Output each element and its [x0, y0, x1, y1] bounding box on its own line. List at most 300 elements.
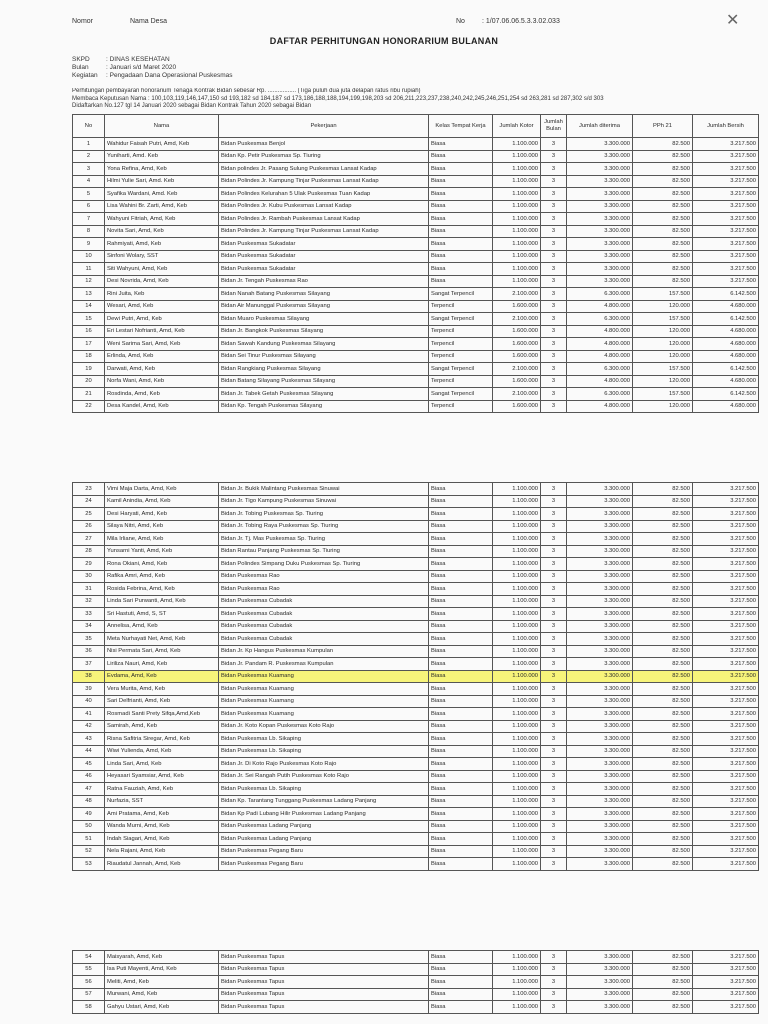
cell-nama: Syafika Wardani, Amd. Keb — [105, 188, 219, 201]
cell-kelas: Biasa — [429, 163, 493, 176]
cell-jumlah-bulan: 3 — [541, 695, 567, 708]
cell-no: 35 — [73, 633, 105, 646]
cell-nama: Wesari, Amd, Keb — [105, 300, 219, 313]
table-row — [73, 695, 759, 708]
cell-nama: Nurfazia, SST — [105, 795, 219, 808]
cell-jumlah-bersih: 4.680.000 — [693, 325, 759, 338]
cell-jumlah-bulan: 3 — [541, 138, 567, 151]
cell-pekerjaan: Bidan Puskesmas Ladang Panjang — [219, 820, 429, 833]
cell-jumlah-bersih: 3.217.500 — [693, 745, 759, 758]
cell-jumlah-diterima: 4.800.000 — [567, 350, 633, 363]
cell-nama: Annelisa, Amd, Keb — [105, 620, 219, 633]
cell-jumlah-bersih: 3.217.500 — [693, 263, 759, 276]
col-jumlah-kotor: Jumlah Kotor — [493, 115, 541, 138]
cell-nama: Novita Sari, Amd, Keb — [105, 225, 219, 238]
cell-jumlah-bersih: 3.217.500 — [693, 976, 759, 989]
cell-no: 58 — [73, 1001, 105, 1014]
cell-no: 20 — [73, 375, 105, 388]
cell-pekerjaan: Bidan Puskesmas Cubadak — [219, 633, 429, 646]
cell-no: 11 — [73, 263, 105, 276]
cell-jumlah-bulan: 3 — [541, 275, 567, 288]
cell-nama: Mila Irliane, Amd, Keb — [105, 533, 219, 546]
cell-pph: 82.500 — [633, 225, 693, 238]
cell-pekerjaan: Bidan Polindes Simpang Duku Puskesmas Sp. Tiuring — [219, 558, 429, 571]
table-row — [73, 570, 759, 583]
cell-jumlah-kotor: 1.100.000 — [493, 770, 541, 783]
cell-jumlah-diterima: 3.300.000 — [567, 495, 633, 508]
cell-jumlah-bersih: 3.217.500 — [693, 545, 759, 558]
cell-no: 27 — [73, 533, 105, 546]
cell-no: 54 — [73, 951, 105, 964]
cell-jumlah-bersih: 3.217.500 — [693, 483, 759, 496]
cell-pph: 82.500 — [633, 963, 693, 976]
cell-jumlah-kotor: 1.100.000 — [493, 620, 541, 633]
cell-pekerjaan: Bidan Jr. Tobing Raya Puskesmas Sp. Tiuring — [219, 520, 429, 533]
cell-no: 18 — [73, 350, 105, 363]
cell-kelas: Biasa — [429, 720, 493, 733]
cell-jumlah-diterima: 3.300.000 — [567, 225, 633, 238]
cell-no: 43 — [73, 733, 105, 746]
cell-pekerjaan: Bidan Rangkiang Puskesmas Silayang — [219, 363, 429, 376]
cell-kelas: Biasa — [429, 645, 493, 658]
cell-no: 4 — [73, 175, 105, 188]
cell-jumlah-bulan: 3 — [541, 520, 567, 533]
cell-no: 31 — [73, 583, 105, 596]
cell-jumlah-bersih: 3.217.500 — [693, 645, 759, 658]
cell-pph: 82.500 — [633, 976, 693, 989]
cell-jumlah-bersih: 3.217.500 — [693, 795, 759, 808]
table-row — [73, 658, 759, 671]
cell-jumlah-bulan: 3 — [541, 188, 567, 201]
cell-jumlah-bersih: 3.217.500 — [693, 683, 759, 696]
cell-jumlah-bersih: 3.217.500 — [693, 658, 759, 671]
cell-jumlah-kotor: 1.100.000 — [493, 708, 541, 721]
cell-jumlah-bersih: 3.217.500 — [693, 670, 759, 683]
cell-pph: 82.500 — [633, 820, 693, 833]
cell-no: 33 — [73, 608, 105, 621]
cell-jumlah-diterima: 3.300.000 — [567, 533, 633, 546]
cell-jumlah-kotor: 1.100.000 — [493, 658, 541, 671]
cell-jumlah-bersih: 6.142.500 — [693, 388, 759, 401]
cell-pph: 82.500 — [633, 263, 693, 276]
table-row — [73, 325, 759, 338]
cell-nama: Erlinda, Amd, Keb — [105, 350, 219, 363]
cell-jumlah-kotor: 1.100.000 — [493, 795, 541, 808]
cell-pekerjaan: Bidan Rantau Panjang Puskesmas Sp. Tiuring — [219, 545, 429, 558]
cell-jumlah-kotor: 1.100.000 — [493, 820, 541, 833]
cell-jumlah-diterima: 3.300.000 — [567, 483, 633, 496]
cell-no: 15 — [73, 313, 105, 326]
cell-jumlah-bersih: 3.217.500 — [693, 163, 759, 176]
cell-kelas: Terpencil — [429, 325, 493, 338]
cell-nama: Samirah, Amd, Keb — [105, 720, 219, 733]
cell-kelas: Biasa — [429, 570, 493, 583]
cell-jumlah-diterima: 3.300.000 — [567, 263, 633, 276]
cell-no: 1 — [73, 138, 105, 151]
cell-pph: 82.500 — [633, 150, 693, 163]
cell-pph: 82.500 — [633, 733, 693, 746]
cell-jumlah-kotor: 1.100.000 — [493, 250, 541, 263]
cell-jumlah-kotor: 1.100.000 — [493, 758, 541, 771]
cell-nama: Yunsarni Yanti, Amd, Keb — [105, 545, 219, 558]
cell-jumlah-bersih: 3.217.500 — [693, 250, 759, 263]
cell-jumlah-kotor: 1.100.000 — [493, 988, 541, 1001]
cell-jumlah-bersih: 3.217.500 — [693, 138, 759, 151]
cell-kelas: Terpencil — [429, 338, 493, 351]
cell-jumlah-bersih: 3.217.500 — [693, 558, 759, 571]
cell-kelas: Biasa — [429, 858, 493, 871]
table-row — [73, 758, 759, 771]
cell-jumlah-bersih: 4.680.000 — [693, 350, 759, 363]
cell-nama: Vimi Maja Darta, Amd, Keb — [105, 483, 219, 496]
cell-pph: 82.500 — [633, 988, 693, 1001]
cell-jumlah-bersih: 3.217.500 — [693, 520, 759, 533]
cell-jumlah-bersih: 3.217.500 — [693, 608, 759, 621]
cell-kelas: Terpencil — [429, 300, 493, 313]
cell-jumlah-diterima: 3.300.000 — [567, 1001, 633, 1014]
cell-pekerjaan: Bidan Puskesmas Kuamang — [219, 683, 429, 696]
cell-jumlah-bersih: 4.680.000 — [693, 375, 759, 388]
cell-jumlah-bersih: 3.217.500 — [693, 951, 759, 964]
cell-no: 22 — [73, 400, 105, 413]
cell-jumlah-bulan: 3 — [541, 608, 567, 621]
cell-jumlah-kotor: 1.100.000 — [493, 783, 541, 796]
col-pekerjaan: Pekerjaan — [219, 115, 429, 138]
table-row — [73, 645, 759, 658]
cell-pekerjaan: Bidan Jr. Koto Kopan Puskesmas Koto Rajo — [219, 720, 429, 733]
cell-pekerjaan: Bidan Puskesmas Benjol — [219, 138, 429, 151]
cell-kelas: Terpencil — [429, 375, 493, 388]
cell-jumlah-bulan: 3 — [541, 338, 567, 351]
cell-nama: Liriliza Nauri, Amd, Keb — [105, 658, 219, 671]
cell-jumlah-kotor: 1.100.000 — [493, 808, 541, 821]
meta-row: SKPD : DINAS KESEHATAN — [72, 56, 170, 63]
cell-pph: 82.500 — [633, 595, 693, 608]
cell-pph: 82.500 — [633, 620, 693, 633]
cell-nama: Risna Safitria Siregar, Amd, Keb — [105, 733, 219, 746]
cell-kelas: Biasa — [429, 583, 493, 596]
cell-pekerjaan: Bidan Jr. Tobing Puskesmas Sp. Tiuring — [219, 508, 429, 521]
table-header-row — [73, 115, 759, 138]
cell-nama: Desi Novrida, Amd, Keb — [105, 275, 219, 288]
cell-jumlah-bulan: 3 — [541, 708, 567, 721]
cell-jumlah-bulan: 3 — [541, 150, 567, 163]
cell-pph: 82.500 — [633, 695, 693, 708]
cell-jumlah-bersih: 3.217.500 — [693, 695, 759, 708]
cell-jumlah-bersih: 3.217.500 — [693, 833, 759, 846]
cell-jumlah-bersih: 3.217.500 — [693, 150, 759, 163]
cell-nama: Sinfoni Wolary, SST — [105, 250, 219, 263]
cell-pekerjaan: Bidan Puskesmas Tapus — [219, 976, 429, 989]
cell-jumlah-diterima: 3.300.000 — [567, 213, 633, 226]
table-row — [73, 225, 759, 238]
cell-no: 13 — [73, 288, 105, 301]
cell-no: 47 — [73, 783, 105, 796]
cell-pph: 82.500 — [633, 495, 693, 508]
cell-jumlah-bulan: 3 — [541, 533, 567, 546]
cell-pph: 82.500 — [633, 238, 693, 251]
cell-jumlah-bersih: 3.217.500 — [693, 583, 759, 596]
cell-jumlah-kotor: 1.100.000 — [493, 833, 541, 846]
cell-kelas: Terpencil — [429, 350, 493, 363]
cell-jumlah-diterima: 3.300.000 — [567, 783, 633, 796]
cell-pph: 82.500 — [633, 483, 693, 496]
table-row — [73, 213, 759, 226]
cell-jumlah-bulan: 3 — [541, 213, 567, 226]
table-row — [73, 150, 759, 163]
cell-jumlah-diterima: 4.800.000 — [567, 400, 633, 413]
cell-jumlah-bersih: 6.142.500 — [693, 363, 759, 376]
cell-jumlah-kotor: 1.600.000 — [493, 400, 541, 413]
cell-pph: 82.500 — [633, 545, 693, 558]
cell-pekerjaan: Bidan Jr. Tengah Puskesmas Rao — [219, 275, 429, 288]
cell-kelas: Biasa — [429, 620, 493, 633]
table-row — [73, 288, 759, 301]
cell-nama: Nela Rajani, Amd, Keb — [105, 845, 219, 858]
cell-no: 36 — [73, 645, 105, 658]
cell-jumlah-bulan: 3 — [541, 375, 567, 388]
col-jumlah-bulan: Jumlah Bulan — [541, 115, 567, 138]
cell-no: 44 — [73, 745, 105, 758]
cell-jumlah-kotor: 1.100.000 — [493, 545, 541, 558]
cell-jumlah-bulan: 3 — [541, 483, 567, 496]
table-row — [73, 620, 759, 633]
cell-jumlah-kotor: 1.100.000 — [493, 583, 541, 596]
cell-pph: 82.500 — [633, 770, 693, 783]
cell-jumlah-diterima: 3.300.000 — [567, 758, 633, 771]
cell-jumlah-diterima: 3.300.000 — [567, 963, 633, 976]
cell-pph: 82.500 — [633, 808, 693, 821]
cell-kelas: Biasa — [429, 608, 493, 621]
cell-no: 39 — [73, 683, 105, 696]
cell-pekerjaan: Bidan Air Manunggal Puskesmas Silayang — [219, 300, 429, 313]
cell-jumlah-kotor: 1.100.000 — [493, 275, 541, 288]
cell-jumlah-diterima: 3.300.000 — [567, 708, 633, 721]
cell-jumlah-bulan: 3 — [541, 225, 567, 238]
cell-pph: 82.500 — [633, 858, 693, 871]
cell-jumlah-diterima: 3.300.000 — [567, 733, 633, 746]
cell-jumlah-kotor: 1.100.000 — [493, 238, 541, 251]
cell-kelas: Biasa — [429, 695, 493, 708]
cell-no: 3 — [73, 163, 105, 176]
cell-jumlah-bulan: 3 — [541, 758, 567, 771]
cell-nama: Indah Siagari, Amd, Keb — [105, 833, 219, 846]
cell-jumlah-bulan: 3 — [541, 300, 567, 313]
cell-pph: 82.500 — [633, 188, 693, 201]
cell-nama: Meliti, Amd, Keb — [105, 976, 219, 989]
table-row — [73, 733, 759, 746]
cell-nama: Siti Wahyuni, Amd, Keb — [105, 263, 219, 276]
cell-jumlah-diterima: 3.300.000 — [567, 976, 633, 989]
cell-pekerjaan: Bidan Kp. Petir Puskesmas Sp. Tiuring — [219, 150, 429, 163]
cell-nama: Ratna Fauziah, Amd, Keb — [105, 783, 219, 796]
cell-kelas: Biasa — [429, 988, 493, 1001]
cell-jumlah-bersih: 3.217.500 — [693, 533, 759, 546]
table-row — [73, 175, 759, 188]
honorarium-table-page-2 — [72, 482, 759, 871]
cell-pph: 82.500 — [633, 645, 693, 658]
cell-jumlah-diterima: 4.800.000 — [567, 338, 633, 351]
cell-jumlah-diterima: 3.300.000 — [567, 275, 633, 288]
cell-jumlah-kotor: 1.100.000 — [493, 670, 541, 683]
cell-jumlah-kotor: 1.600.000 — [493, 325, 541, 338]
cell-pph: 82.500 — [633, 138, 693, 151]
cell-kelas: Biasa — [429, 545, 493, 558]
cell-pekerjaan: Bidan Puskesmas Cubadak — [219, 595, 429, 608]
cell-pekerjaan: Bidan Jr. Sei Rangah Putih Puskesmas Koto Rajo — [219, 770, 429, 783]
meta-row: Bulan : Januari s/d Maret 2020 — [72, 64, 177, 71]
cell-kelas: Biasa — [429, 213, 493, 226]
col-no: No — [73, 115, 105, 138]
cell-kelas: Biasa — [429, 683, 493, 696]
cell-jumlah-bersih: 3.217.500 — [693, 808, 759, 821]
cell-nama: Desa Kandel, Amd, Keb — [105, 400, 219, 413]
cell-no: 6 — [73, 200, 105, 213]
cell-jumlah-diterima: 3.300.000 — [567, 595, 633, 608]
cell-jumlah-bulan: 3 — [541, 733, 567, 746]
cell-no: 55 — [73, 963, 105, 976]
honorarium-table-page-1 — [72, 114, 759, 413]
cell-jumlah-kotor: 1.100.000 — [493, 570, 541, 583]
cell-jumlah-bulan: 3 — [541, 200, 567, 213]
cell-jumlah-bersih: 3.217.500 — [693, 633, 759, 646]
cell-no: 10 — [73, 250, 105, 263]
cell-pekerjaan: Bidan Puskesmas Sukadatar — [219, 263, 429, 276]
cell-pekerjaan: Bidan Puskesmas Pegang Baru — [219, 858, 429, 871]
cell-jumlah-diterima: 3.300.000 — [567, 770, 633, 783]
page-title: DAFTAR PERHITUNGAN HONORARIUM BULANAN — [269, 36, 499, 46]
table-row — [73, 988, 759, 1001]
cell-pekerjaan: Bidan Kp. Tengah Puskesmas Silayang — [219, 400, 429, 413]
cell-jumlah-diterima: 3.300.000 — [567, 670, 633, 683]
cell-nama: Linda Sari Purwanti, Amd, Keb — [105, 595, 219, 608]
cell-nama: Yona Refina, Amd, Keb — [105, 163, 219, 176]
table-row — [73, 608, 759, 621]
cell-nama: Rosida Febrina, Amd, Keb — [105, 583, 219, 596]
cell-pekerjaan: Bidan Polindes Jr. Kampung Tinjar Puskesmas Lansat Kadap — [219, 225, 429, 238]
table-row — [73, 683, 759, 696]
cell-jumlah-kotor: 1.100.000 — [493, 520, 541, 533]
cell-no: 49 — [73, 808, 105, 821]
cell-no: 56 — [73, 976, 105, 989]
cell-jumlah-bulan: 3 — [541, 388, 567, 401]
cell-kelas: Biasa — [429, 976, 493, 989]
cell-kelas: Biasa — [429, 795, 493, 808]
cell-nama: Darwati, Amd, Keb — [105, 363, 219, 376]
cell-pekerjaan: Bidan Jr. Di Koto Rajo Puskesmas Koto Rajo — [219, 758, 429, 771]
cell-jumlah-kotor: 1.100.000 — [493, 595, 541, 608]
cell-jumlah-bulan: 3 — [541, 263, 567, 276]
cell-no: 29 — [73, 558, 105, 571]
cell-pph: 120.000 — [633, 300, 693, 313]
cell-no: 5 — [73, 188, 105, 201]
cell-nama: Gahyu Ustari, Amd, Keb — [105, 1001, 219, 1014]
col-jumlah-bersih: Jumlah Bersih — [693, 115, 759, 138]
cell-jumlah-bersih: 4.680.000 — [693, 400, 759, 413]
table-row — [73, 363, 759, 376]
cell-jumlah-diterima: 3.300.000 — [567, 175, 633, 188]
cell-kelas: Sangat Terpencil — [429, 363, 493, 376]
cell-jumlah-bulan: 3 — [541, 508, 567, 521]
cell-jumlah-diterima: 3.300.000 — [567, 988, 633, 1001]
cell-nama: Linda Sari, Amd, Keb — [105, 758, 219, 771]
cell-no: 8 — [73, 225, 105, 238]
no-label: No — [456, 18, 465, 25]
cell-no: 9 — [73, 238, 105, 251]
cell-nama: Desi Haryati, Amd, Keb — [105, 508, 219, 521]
cell-nama: Nisi Permata Sari, Amd, Keb — [105, 645, 219, 658]
cell-jumlah-kotor: 1.100.000 — [493, 188, 541, 201]
cell-kelas: Biasa — [429, 963, 493, 976]
cell-pekerjaan: Bidan Sei Tinur Puskesmas Silayang — [219, 350, 429, 363]
cell-jumlah-kotor: 1.100.000 — [493, 963, 541, 976]
cell-pph: 82.500 — [633, 583, 693, 596]
cell-jumlah-kotor: 1.100.000 — [493, 951, 541, 964]
table-row — [73, 783, 759, 796]
cell-nama: Dewi Putri, Amd, Keb — [105, 313, 219, 326]
cell-jumlah-kotor: 1.100.000 — [493, 495, 541, 508]
cell-nama: Eri Lestari Nofrianti, Amd, Keb — [105, 325, 219, 338]
cell-jumlah-kotor: 1.100.000 — [493, 150, 541, 163]
cell-jumlah-bersih: 3.217.500 — [693, 1001, 759, 1014]
cell-pekerjaan: Bidan Puskesmas Cubadak — [219, 620, 429, 633]
cell-jumlah-bersih: 3.217.500 — [693, 758, 759, 771]
cell-no: 40 — [73, 695, 105, 708]
table-row — [73, 263, 759, 276]
cell-pph: 82.500 — [633, 570, 693, 583]
cell-jumlah-kotor: 1.100.000 — [493, 745, 541, 758]
cell-nama: Rini Juita, Keb — [105, 288, 219, 301]
cell-kelas: Biasa — [429, 520, 493, 533]
cell-jumlah-diterima: 3.300.000 — [567, 645, 633, 658]
cell-nama: Wiwi Yulienda, Amd, Keb — [105, 745, 219, 758]
cell-pph: 120.000 — [633, 375, 693, 388]
cell-pph: 82.500 — [633, 720, 693, 733]
table-row — [73, 533, 759, 546]
cell-nama: Wahyuni Fitriah, Amd, Keb — [105, 213, 219, 226]
cell-kelas: Biasa — [429, 225, 493, 238]
cell-pekerjaan: Bidan Puskesmas Sukadatar — [219, 238, 429, 251]
check-mark-icon: ✕ — [726, 12, 740, 29]
cell-jumlah-bulan: 3 — [541, 1001, 567, 1014]
cell-pekerjaan: Bidan Batang Silayang Puskesmas Silayang — [219, 375, 429, 388]
cell-pph: 82.500 — [633, 758, 693, 771]
cell-jumlah-diterima: 3.300.000 — [567, 858, 633, 871]
cell-no: 38 — [73, 670, 105, 683]
cell-jumlah-diterima: 3.300.000 — [567, 238, 633, 251]
table-row — [73, 583, 759, 596]
cell-jumlah-bulan: 3 — [541, 951, 567, 964]
cell-jumlah-diterima: 3.300.000 — [567, 188, 633, 201]
cell-jumlah-diterima: 3.300.000 — [567, 583, 633, 596]
cell-jumlah-bulan: 3 — [541, 583, 567, 596]
table-row — [73, 858, 759, 871]
cell-no: 52 — [73, 845, 105, 858]
cell-nama: Yuniharti, Amd. Keb — [105, 150, 219, 163]
cell-jumlah-bulan: 3 — [541, 988, 567, 1001]
cell-pekerjaan: Bidan Puskesmas Pegang Baru — [219, 845, 429, 858]
cell-jumlah-kotor: 1.100.000 — [493, 213, 541, 226]
cell-nama: Wahidur Faisah Putri, Amd, Keb — [105, 138, 219, 151]
cell-jumlah-kotor: 1.100.000 — [493, 200, 541, 213]
table-row — [73, 375, 759, 388]
cell-pph: 82.500 — [633, 508, 693, 521]
cell-jumlah-kotor: 1.100.000 — [493, 720, 541, 733]
table-row — [73, 238, 759, 251]
table-row — [73, 495, 759, 508]
cell-jumlah-bulan: 3 — [541, 250, 567, 263]
cell-jumlah-bersih: 3.217.500 — [693, 213, 759, 226]
